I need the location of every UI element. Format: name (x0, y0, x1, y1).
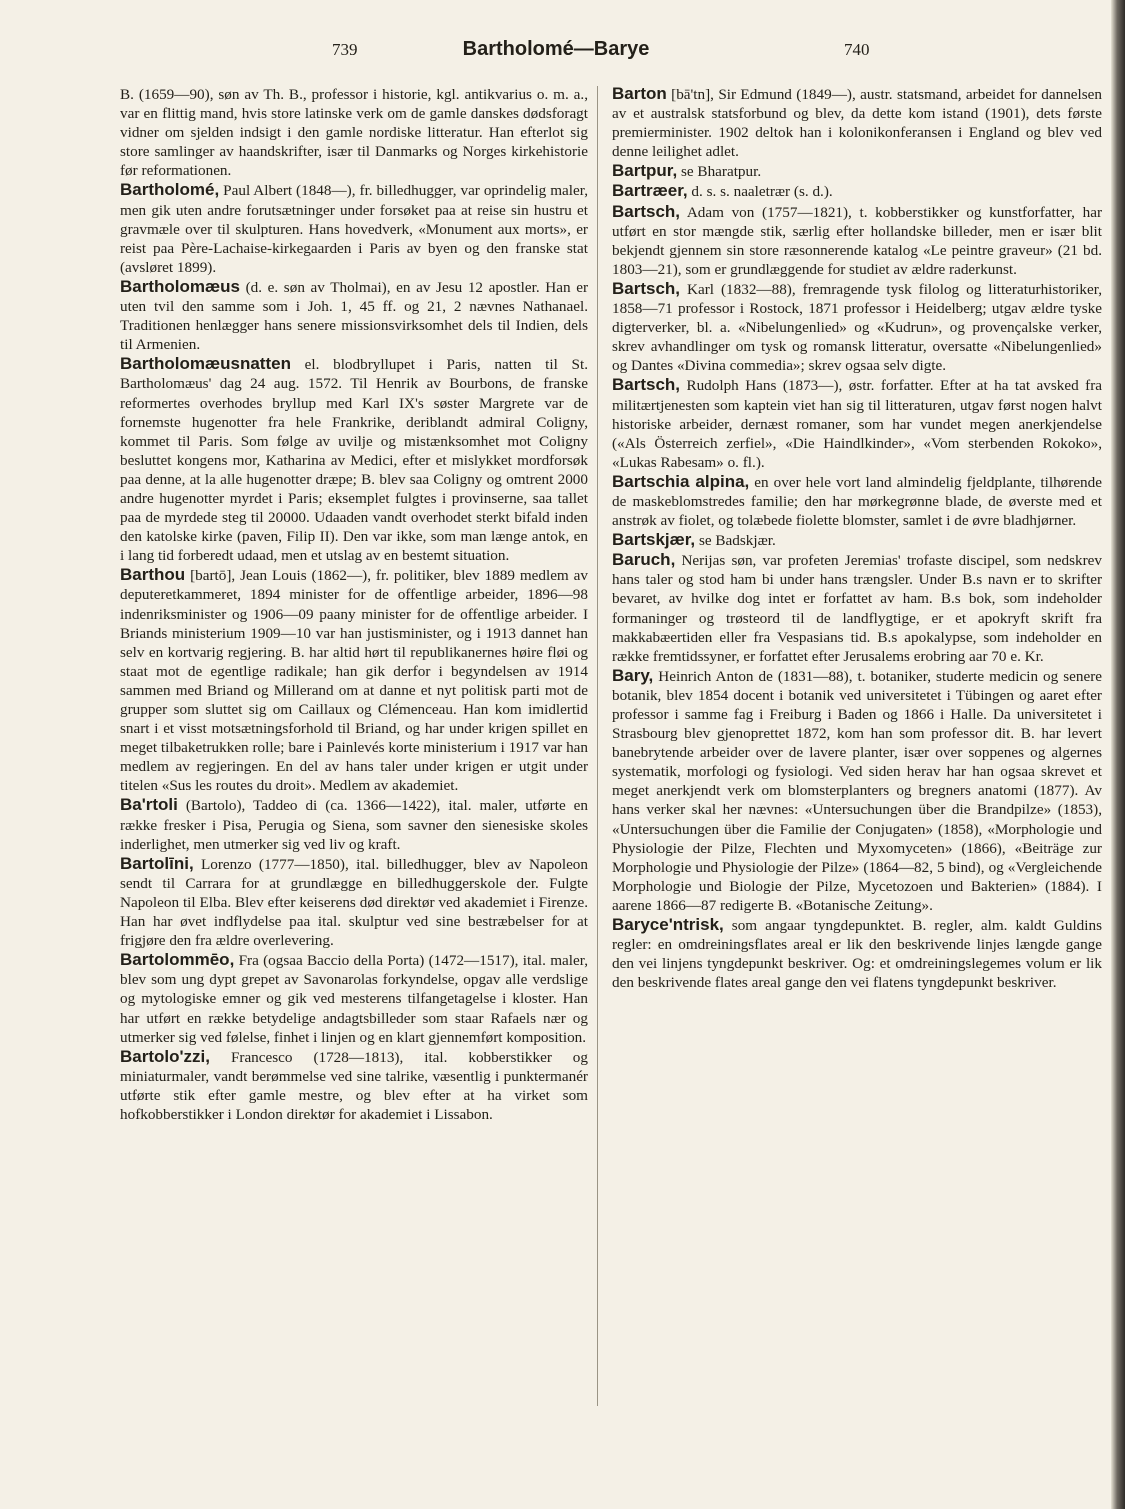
right-column (612, 84, 1102, 1424)
entry (120, 354, 588, 565)
entry (612, 375, 1102, 471)
entry-text: el. blodbryllupet i Paris, natten til St. Bartholomæus' dag 24 aug. 1572. Til Henrik av Bourbons, de franske reformertes overhodes bryllup med Karl IX's søster Margrete var de fornemste hugenotter fra hele Frankrike, deriblandt admiral Coligny, kommet til Paris. Som følge av uvilje og mistænksomhet mot Coligny besluttet kongens mor, Katharina av Medici, efter et mislykket mordforsøk paa denne, at la alle hugenotter dræpe; B. blev saa Coligny og omtrent 2000 andre hugenotter myrdet i Paris; eksemplet fulgtes i provinserne, saa tallet paa de myrdede steg til 20000. Udaaden vandt overhodet sterkt bifald inden den katolske kirke (paven, Filip II). Den var ikke, som man længe antok, en i lang tid forberedt udaad, men et utslag av en bestemt situation. (120, 356, 588, 565)
book-binding-edge (1111, 0, 1125, 1509)
entry (120, 565, 588, 795)
entry-text: Rudolph Hans (1873—), østr. forfatter. Efter at ha tat avsked fra militærtjenesten som kaptein viet han sig til litteraturen, utgav først nogen halvt historiske arbeider, dernæst romaner, som har vundet megen anerkjendelse («Als Österreich zerfiel», «Die Haindlkinder», «Vom sterbenden Rokoko», «Lukas Rabesam» o. fl.). (612, 377, 1102, 471)
entry (612, 202, 1102, 279)
entry (120, 950, 588, 1046)
running-title: Bartholomé—Barye (462, 38, 650, 60)
entry-headword: Bartholomæus (120, 276, 240, 296)
page-header (96, 38, 1016, 66)
entry-text: Paul Albert (1848—), fr. billedhugger, var oprindelig maler, men gik uten andre forutsætninger under forsøket paa at reise sin hustru et gravmæle over til skulpturen. Hans hovedverk, «Monument aux morts», er reist paa Père-Lachaise-kirkegaarden i Paris av byen og den franske stat (avsløret 1899). (120, 182, 588, 276)
entry (120, 84, 588, 180)
entry (612, 472, 1102, 530)
entry-headword: Barton (612, 84, 667, 103)
entry-text: Heinrich Anton de (1831—88), t. botaniker, studerte medicin og senere botanik, blev 1854 docent i botanik ved universitetet i Tübingen og aaret efter professor i samme fag i Freiburg i Baden og 1866 i Halle. Da universitetet i Strasbourg blev gjenoprettet 1872, kom han som professor dit. B. har levert banebrytende arbeider over de lavere planter, især over soppenes og algernes systematik, morfologi og fysiologi. Ved siden herav har han ogsaa skrevet et meget anerkjendt verk om blomsterplanters og bregners anatomi (1877). Av hans verker skal her nævnes: «Untersuchungen über die Brandpilze» (1853), «Untersuchungen über die Familie der Conjugaten» (1858), «Morphologie und Physiologie der Pilze, Flechten und Myxomyceten» (1866), «Beiträge zur Morphologie und Physiologie der Pilze» (1864—82, 5 bind), og «Vergleichende Morphologie und Biologie der Pilze, Mycetozoen und Bakterien» (1884). I aarene 1866—87 redigerte B. «Botanische Zeitung». (612, 667, 1102, 914)
entry-text: [bā'tn], Sir Edmund (1849—), austr. statsmand, arbeidet for dannelsen av et australsk statsforbund og blev, da dette kom istand (1901), dets første premierminister. 1902 deltok han i kolonikonferansen i England og blev ved denne leilighet adlet. (612, 86, 1102, 161)
entry-headword: Bartolīni, (120, 853, 194, 873)
entry-headword: Bartræer, (612, 181, 688, 201)
entry-text: se Bharatpur. (677, 163, 762, 181)
entry-text: Fra (ogsaa Baccio della Porta) (1472—1517), ital. maler, blev som ung dypt grepet av Savonarolas forkyndelse, opgav alle verdslige og mytologiske emner og gik ved mesterens tilfangetagelse i kloster. Han har utført en række betydelige andagtsbilleder som staar Rafaels nær og utmerker sig ved følelse, finhet i linjen og en klart gjennemført komposition. (120, 952, 588, 1046)
entry (120, 1047, 588, 1124)
entry-text: (d. e. søn av Tholmai), en av Jesu 12 apostler. Han er uten tvil den samme som i Joh. 1, 45 ff. og 21, 2 nævnes Nathanael. Traditionen henlægger hans senere missionsvirksomhet dels til Indien, dels til Armenien. (120, 278, 588, 354)
entry (612, 161, 1102, 181)
entry-headword: Bartsch, (612, 201, 681, 221)
entry-text: Nerijas søn, var profeten Jeremias' trofaste discipel, som nedskrev hans taler og stod ham bi under hans trængsler. Under B.s navn er to skrifter bevaret, av hvilke dog intet er forfattet av ham. B.s bok, som indeholder formaninger og trøsteord til de landflygtige, er et apokryft skrift fra makkabæertiden eller fra Vespasians tid. B.s apokalypse, som indeholder en række fremtidssyner, er forfattet efter Jerusalems erobring aar 70 e. Kr. (612, 552, 1102, 665)
page-number-left: 739 (332, 40, 358, 59)
entry (612, 530, 1102, 550)
entry (120, 854, 588, 950)
entry (612, 279, 1102, 375)
entry-headword: Baryce'ntrisk, (612, 915, 724, 935)
page-number-right: 740 (844, 40, 870, 59)
entry-headword: Bartsch, (612, 278, 681, 298)
left-column (120, 84, 588, 1424)
entry (120, 795, 588, 853)
entry-headword: Bartschia alpina, (612, 471, 750, 491)
column-divider (597, 86, 598, 1406)
entry-headword: Bartskjær, (612, 530, 696, 550)
entry-text: se Badskjær. (695, 532, 776, 550)
entry (120, 277, 588, 354)
entry (612, 915, 1102, 992)
entry-headword: Bartpur, (612, 161, 678, 181)
entry-headword: Ba'rtoli (120, 795, 178, 815)
entry-text: B. (1659—90), søn av Th. B., professor i historie, kgl. antikvarius o. m. a., var en flittig mand, hvis store latinske verk om de gamle danskes dødsforagt vidner om sjelden indsigt i den gamle nordiske litteratur. Han efterlot sig store samlinger av haandskrifter, især til Danmarks og Norges kirkehistorie før reformationen. (120, 86, 588, 180)
entry-headword: Bartholomæusnatten (120, 354, 291, 374)
entry-text: Lorenzo (1777—1850), ital. billedhugger, blev av Napoleon sendt til Carrara for at grundlægge en billedhuggerskole der. Fulgte Napoleon til Elba. Blev efter keiserens død direktør ved akademiet i Firenze. Han har øvet indflydelse paa ital. skulptur ved sine bestræbelser for at frigjøre den fra ældre overlevering. (120, 855, 588, 950)
entry-headword: Bartsch, (612, 375, 681, 395)
entry-text: en over hele vort land almindelig fjeldplante, tilhørende de maskeblomstredes familie; den har mørkegrønne blade, de øverste med et anstrøk av fiolet, og tolæbede fiolette blomster, samlet i de øvre bladhjørner. (612, 473, 1102, 530)
entry-text: som angaar tyngdepunktet. B. regler, alm. kaldt Guldins regler: en omdreiningsflates areal er lik den beskrivende linjes længde gange den vei linjens tyngdepunkt beskriver. Og: et omdreiningslegemes volum er lik den beskrivende flates areal gange den vei flatens tyngdepunkt beskriver. (612, 917, 1102, 992)
entry-headword: Bartolommēo, (120, 950, 235, 970)
entry-text: [bartō], Jean Louis (1862—), fr. politiker, blev 1889 medlem av deputeretkammeret, 1894 minister for de offentlige arbeider, 1896—98 indenriksminister og 1906—09 paany minister for de offentlige arbeider. I Briands ministerium 1909—10 var han justisminister, og i 1913 dannet han selv en kortvarig regjering. B. har altid hørt til republikanernes høire fløi og staat mot de egentlige radikale; han gik derfor i begyndelsen av 1914 sammen med Briand og Millerand om at danne et nyt politisk parti mot de grupper som sluttet sig om Caillaux og Clémenceau. Han kom imidlertid snart i et visst motsætningsforhold til Briand, og har under krigen spillet en meget tilbaketrukken rolle; bare i Painlevés korte ministerium i 1917 var han medlem av regjeringen. En del av hans taler under krigen er utgit under titelen «Sus les routes du droit». Medlem av akademiet. (120, 567, 588, 795)
entry-headword: Bary, (612, 665, 654, 685)
entry-headword: Barthou (120, 565, 186, 585)
entry-text: Karl (1832—88), fremragende tysk filolog og litteraturhistoriker, 1858—71 professor i Rostock, 1871 professor i Heidelberg; utgav ældre tyske digterverker, bl. a. «Nibelungenlied» og «Kudrun», og provençalske verker, skrev avhandlinger om tysk og romansk litteratur, oversatte «Nibelungenlied» og Dantes «Divina commedia»; skrev ogsaa selv digte. (612, 280, 1102, 375)
entry-headword: Bartolo'zzi, (120, 1046, 210, 1066)
entry-headword: Bartholomé, (120, 180, 220, 200)
entry (612, 550, 1102, 666)
entry-text: Francesco (1728—1813), ital. kobberstikker og miniaturmaler, vandt berømmelse ved sine talrike, væsentlig i punktermanér utførte stik efter gamle mestre, og blev efter at ha virket som hofkobberstikker i London direktør for akademiet i Lissabon. (120, 1048, 588, 1123)
entry-text: d. s. s. naaletrær (s. d.). (687, 183, 833, 201)
entry (612, 666, 1102, 915)
entry (612, 181, 1102, 201)
entry (612, 84, 1102, 161)
entry-text: Adam von (1757—1821), t. kobberstikker og kunstforfatter, har utført en stor mængde stik, særlig efter hollandske billeder, men er især blit bekjendt gjennem sin store ræsonnerende katalog «Le peintre graveur» (21 bd. 1803—21), som er grundlæggende for studiet av ældre raderkunst. (612, 203, 1102, 278)
entry-text: (Bartolo), Taddeo di (ca. 1366—1422), ital. maler, utførte en række fresker i Pisa, Perugia og Siena, som savner den sienesiske skoles inderlighet, men utmerker sig ved liv og kraft. (120, 797, 588, 853)
entry (120, 180, 588, 276)
entry-headword: Baruch, (612, 550, 676, 570)
